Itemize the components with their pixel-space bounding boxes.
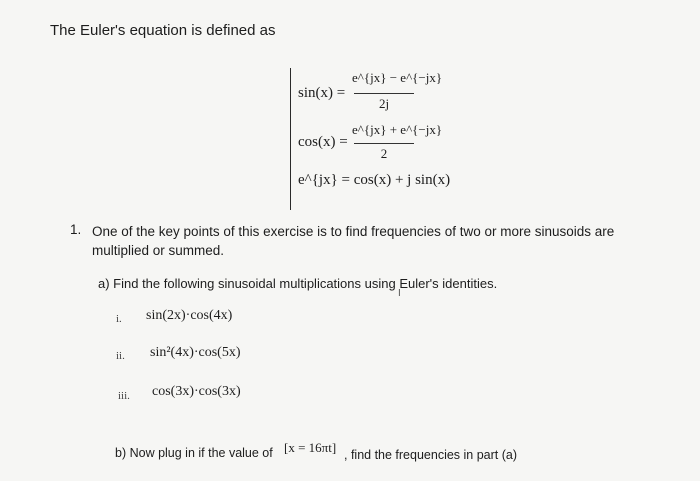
item-number: ii.: [116, 350, 125, 362]
part-b-value: [x = 16πt]: [284, 440, 337, 455]
euler-identity: e^{jx} = cos(x) + j sin(x): [298, 172, 451, 188]
question-text: One of the key points of this exercise is to find frequencies of two or more sinusoids are multiplied or summed.: [92, 224, 615, 258]
text-cursor-icon: I: [398, 288, 401, 299]
question-number: 1.: [70, 222, 82, 237]
cos-denominator: 2: [380, 146, 388, 161]
cos-fraction-bar: [354, 143, 414, 144]
cos-numerator: e^{jx} + e^{−jx}: [352, 122, 443, 137]
item-expression: sin(2x)·cos(4x): [146, 308, 233, 323]
sin-numerator: e^{jx} − e^{−jx}: [352, 70, 443, 85]
item-number: i.: [116, 313, 122, 325]
item-number: iii.: [118, 390, 130, 402]
equation-brace: [290, 68, 297, 210]
part-a-label: a) Find the following sinusoidal multiplications using Euler's identities.: [98, 276, 498, 291]
part-b-text-end: , find the frequencies in part (a): [344, 448, 518, 462]
part-b-text: b) Now plug in if the value of: [115, 446, 273, 460]
item-expression: sin²(4x)·cos(5x): [150, 345, 241, 360]
intro-text: The Euler's equation is defined as: [50, 22, 276, 39]
item-expression: cos(3x)·cos(3x): [152, 384, 241, 399]
sin-fraction-bar: [354, 93, 414, 94]
sin-denominator: 2j: [378, 96, 390, 111]
cos-lhs: cos(x) =: [298, 134, 348, 150]
sin-lhs: sin(x) =: [298, 85, 346, 101]
